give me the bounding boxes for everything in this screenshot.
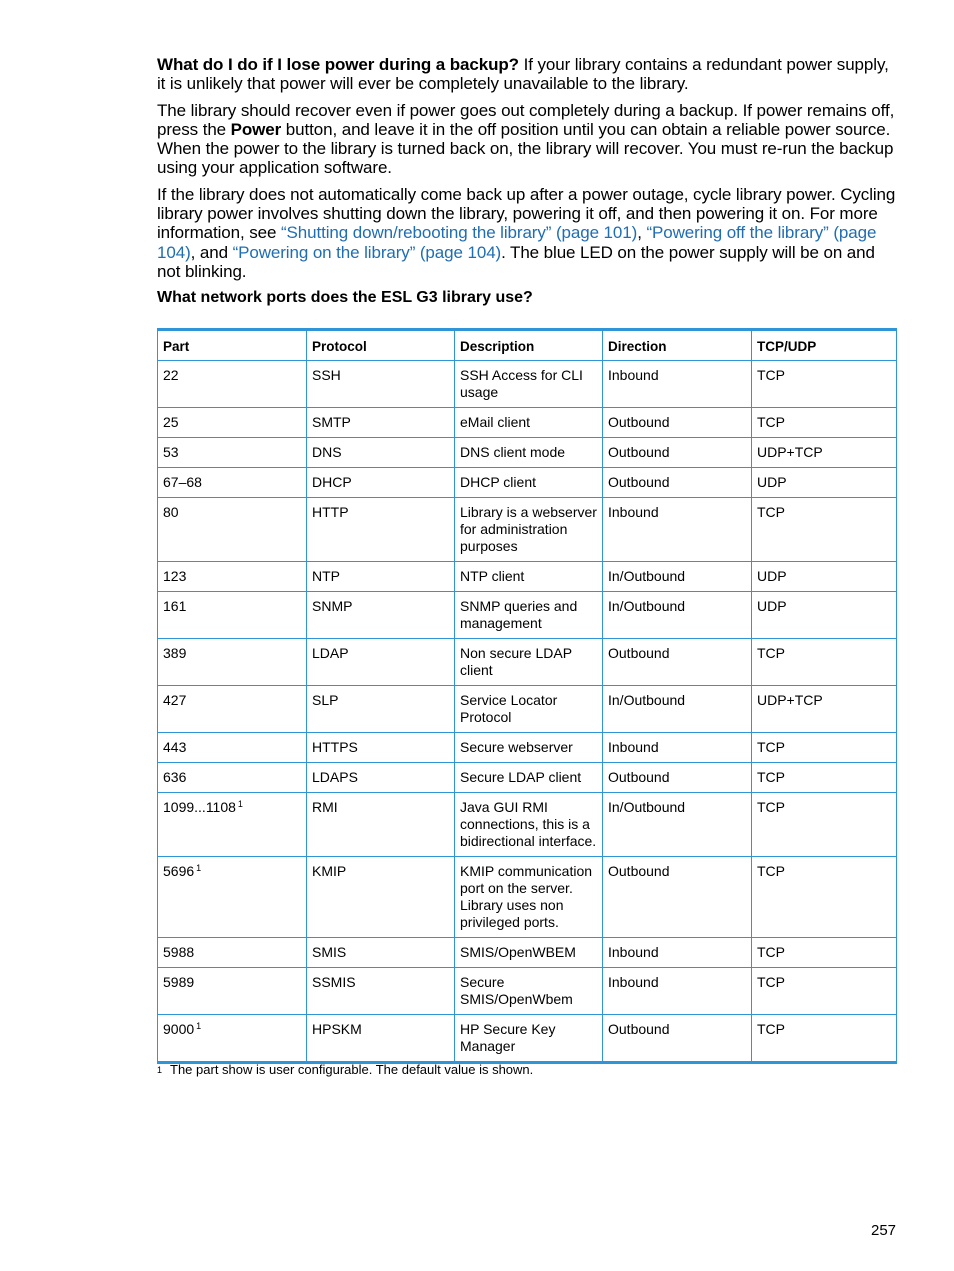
- table-row: [158, 793, 897, 857]
- link-shutting-down-rebooting[interactable]: “Shutting down/rebooting the library” (page 101): [280, 223, 638, 243]
- cell-part-text: 389: [163, 645, 187, 661]
- cell-direction: [603, 562, 752, 592]
- footnote-reference: 1: [196, 863, 202, 873]
- cell-protocol: [307, 408, 455, 438]
- link-powering-off[interactable]: “Powering off the library” (page 104): [157, 223, 877, 262]
- cell-tcp-udp-text: TCP: [757, 944, 785, 960]
- cell-protocol-text: SNMP: [312, 598, 353, 614]
- cell-direction-text: Outbound: [608, 414, 670, 430]
- cell-description-text: Secure LDAP client: [460, 769, 582, 785]
- cell-protocol: [307, 763, 455, 793]
- power-loss-answer: If your library contains a redundant power supply, it is unlikely that power will ever be completely unavailable to the library.: [157, 55, 889, 94]
- cell-direction-text: Outbound: [608, 863, 670, 879]
- cell-tcp-udp: [752, 938, 897, 968]
- cell-protocol: [307, 592, 455, 639]
- cell-tcp-udp-text: TCP: [757, 1021, 785, 1037]
- cell-part-text: 9000: [163, 1021, 195, 1037]
- cell-part-text: 22: [163, 367, 179, 383]
- cell-direction-text: In/Outbound: [608, 598, 686, 614]
- separator-2: , and: [190, 242, 233, 262]
- cell-part: [158, 562, 307, 592]
- cell-tcp-udp: [752, 639, 897, 686]
- cell-description: [455, 408, 603, 438]
- cell-direction: [603, 468, 752, 498]
- cell-tcp-udp-text: UDP: [757, 474, 787, 490]
- cell-direction-text: Outbound: [608, 1021, 670, 1037]
- cell-direction-text: Inbound: [608, 944, 659, 960]
- cell-description: [455, 857, 603, 938]
- header-tcp-udp: TCP/UDP: [752, 330, 897, 361]
- cell-part-text: 53: [163, 444, 179, 460]
- footnote-mark: 1: [157, 1065, 163, 1075]
- cell-description: [455, 686, 603, 733]
- cell-direction-text: In/Outbound: [608, 568, 686, 584]
- cell-protocol: [307, 857, 455, 938]
- power-recovery-paragraph: [157, 101, 897, 178]
- cell-part: [158, 468, 307, 498]
- cell-description: [455, 562, 603, 592]
- cell-direction: [603, 857, 752, 938]
- cell-description-text: SMIS/OpenWBEM: [460, 944, 576, 960]
- cell-tcp-udp: [752, 733, 897, 763]
- cell-tcp-udp-text: TCP: [757, 863, 785, 879]
- power-cycle-text-b: . The blue LED on the power supply will be on and not blinking.: [157, 242, 875, 281]
- table-footnote: [157, 1062, 533, 1078]
- cell-direction: [603, 592, 752, 639]
- cell-direction-text: Inbound: [608, 974, 659, 990]
- table-row: [158, 562, 897, 592]
- cell-description-text: Secure webserver: [460, 739, 573, 755]
- cell-part: [158, 793, 307, 857]
- cell-part-text: 67–68: [163, 474, 202, 490]
- cell-protocol-text: SMIS: [312, 944, 347, 960]
- cell-description: [455, 968, 603, 1015]
- cell-part-text: 443: [163, 739, 187, 755]
- cell-description-text: Service Locator Protocol: [460, 692, 558, 725]
- footnote-reference: 1: [237, 799, 243, 809]
- table-row: [158, 686, 897, 733]
- power-loss-paragraph: [157, 55, 897, 94]
- cell-tcp-udp: [752, 592, 897, 639]
- cell-part-text: 161: [163, 598, 187, 614]
- table-row: [158, 438, 897, 468]
- cell-direction: [603, 968, 752, 1015]
- cell-description: [455, 1015, 603, 1063]
- network-ports-table: [157, 328, 897, 1064]
- cell-direction: [603, 938, 752, 968]
- cell-direction-text: Outbound: [608, 645, 670, 661]
- cell-tcp-udp-text: TCP: [757, 974, 785, 990]
- cell-tcp-udp: [752, 438, 897, 468]
- cell-direction: [603, 1015, 752, 1063]
- cell-direction: [603, 498, 752, 562]
- table-row: [158, 498, 897, 562]
- footnote-text: The part show is user configurable. The default value is shown.: [170, 1062, 534, 1077]
- cell-direction-text: In/Outbound: [608, 692, 686, 708]
- cell-part-text: 123: [163, 568, 187, 584]
- cell-description-text: HP Secure Key Manager: [460, 1021, 556, 1054]
- cell-description-text: NTP client: [460, 568, 525, 584]
- cell-tcp-udp: [752, 498, 897, 562]
- table-row: [158, 733, 897, 763]
- page-number: 257: [871, 1222, 897, 1239]
- cell-part-text: 5696: [163, 863, 195, 879]
- cell-tcp-udp-text: UDP: [757, 598, 787, 614]
- power-cycle-paragraph: [157, 185, 897, 281]
- cell-tcp-udp-text: TCP: [757, 739, 785, 755]
- cell-part-text: 5989: [163, 974, 195, 990]
- cell-description-text: Java GUI RMI connections, this is a bidirectional interface.: [460, 799, 597, 849]
- network-ports-question: What network ports does the ESL G3 library use?: [157, 289, 533, 307]
- cell-tcp-udp: [752, 968, 897, 1015]
- cell-part: [158, 438, 307, 468]
- cell-direction: [603, 408, 752, 438]
- cell-part: [158, 361, 307, 408]
- cell-protocol: [307, 733, 455, 763]
- cell-part: [158, 1015, 307, 1063]
- cell-protocol: [307, 562, 455, 592]
- cell-tcp-udp: [752, 686, 897, 733]
- cell-direction-text: Inbound: [608, 504, 659, 520]
- header-part: Part: [158, 330, 307, 361]
- table-row: [158, 1015, 897, 1063]
- table-row: [158, 592, 897, 639]
- cell-protocol-text: DHCP: [312, 474, 352, 490]
- separator-1: ,: [637, 223, 647, 243]
- cell-description-text: KMIP communication port on the server. Library uses non privileged ports.: [460, 863, 593, 930]
- table-row: [158, 639, 897, 686]
- cell-part: [158, 592, 307, 639]
- cell-description: [455, 793, 603, 857]
- cell-description-text: eMail client: [460, 414, 531, 430]
- cell-tcp-udp-text: TCP: [757, 769, 785, 785]
- cell-description-text: SSH Access for CLI usage: [460, 367, 583, 400]
- cell-part-text: 427: [163, 692, 187, 708]
- table-body: [158, 361, 897, 1063]
- table-row: [158, 968, 897, 1015]
- cell-protocol-text: RMI: [312, 799, 338, 815]
- cell-description: [455, 733, 603, 763]
- cell-part: [158, 408, 307, 438]
- cell-part: [158, 857, 307, 938]
- power-button-label: Power: [230, 119, 282, 139]
- cell-protocol: [307, 686, 455, 733]
- cell-description: [455, 468, 603, 498]
- cell-direction-text: Outbound: [608, 474, 670, 490]
- cell-protocol-text: SSH: [312, 367, 341, 383]
- cell-protocol: [307, 361, 455, 408]
- cell-protocol-text: LDAPS: [312, 769, 358, 785]
- cell-protocol: [307, 938, 455, 968]
- cell-protocol-text: LDAP: [312, 645, 349, 661]
- table-row: [158, 857, 897, 938]
- cell-tcp-udp: [752, 562, 897, 592]
- cell-tcp-udp-text: UDP+TCP: [757, 444, 823, 460]
- link-powering-on[interactable]: “Powering on the library” (page 104): [232, 242, 502, 262]
- cell-part: [158, 498, 307, 562]
- cell-tcp-udp: [752, 408, 897, 438]
- cell-part-text: 25: [163, 414, 179, 430]
- cell-direction-text: Outbound: [608, 769, 670, 785]
- cell-direction: [603, 763, 752, 793]
- cell-description: [455, 592, 603, 639]
- main-content: [157, 55, 897, 308]
- cell-direction: [603, 686, 752, 733]
- header-protocol: Protocol: [307, 330, 455, 361]
- cell-part: [158, 733, 307, 763]
- cell-tcp-udp-text: TCP: [757, 414, 785, 430]
- cell-description: [455, 938, 603, 968]
- cell-part: [158, 763, 307, 793]
- cell-part: [158, 639, 307, 686]
- cell-protocol-text: HPSKM: [312, 1021, 362, 1037]
- cell-direction: [603, 361, 752, 408]
- cell-description-text: Secure SMIS/OpenWbem: [460, 974, 573, 1007]
- cell-protocol: [307, 468, 455, 498]
- power-cycle-text-a: If the library does not automatically come back up after a power outage, cycle library power. Cycling library power involves shutting down the library, powering it off, and then powering it on. For more information, see: [157, 184, 896, 243]
- cell-protocol-text: NTP: [312, 568, 340, 584]
- cell-description: [455, 498, 603, 562]
- cell-tcp-udp-text: TCP: [757, 799, 785, 815]
- cell-tcp-udp-text: TCP: [757, 645, 785, 661]
- cell-description: [455, 763, 603, 793]
- cell-part: [158, 938, 307, 968]
- cell-description-text: DHCP client: [460, 474, 536, 490]
- footnote-reference: 1: [196, 1021, 202, 1031]
- cell-description: [455, 438, 603, 468]
- cell-direction: [603, 793, 752, 857]
- cell-direction-text: In/Outbound: [608, 799, 686, 815]
- cell-protocol-text: DNS: [312, 444, 342, 460]
- power-recovery-text-b: button, and leave it in the off position until you can obtain a reliable power source. When the power to the library is turned back on, the library will recover. You must re-run the backup using your application software.: [157, 119, 894, 178]
- cell-protocol-text: SLP: [312, 692, 339, 708]
- cell-tcp-udp-text: TCP: [757, 367, 785, 383]
- cell-direction: [603, 733, 752, 763]
- table-row: [158, 763, 897, 793]
- cell-protocol: [307, 639, 455, 686]
- cell-protocol: [307, 438, 455, 468]
- cell-description-text: DNS client mode: [460, 444, 566, 460]
- cell-part: [158, 686, 307, 733]
- cell-tcp-udp: [752, 1015, 897, 1063]
- cell-protocol: [307, 968, 455, 1015]
- cell-direction-text: Inbound: [608, 367, 659, 383]
- cell-direction-text: Inbound: [608, 739, 659, 755]
- cell-tcp-udp-text: UDP: [757, 568, 787, 584]
- cell-protocol: [307, 498, 455, 562]
- cell-part-text: 636: [163, 769, 187, 785]
- cell-description: [455, 639, 603, 686]
- cell-tcp-udp-text: TCP: [757, 504, 785, 520]
- cell-protocol: [307, 793, 455, 857]
- cell-tcp-udp: [752, 361, 897, 408]
- cell-tcp-udp: [752, 763, 897, 793]
- power-recovery-text-a: The library should recover even if power goes out completely during a backup. If power remains off, press the: [157, 100, 895, 139]
- cell-protocol: [307, 1015, 455, 1063]
- cell-protocol-text: SSMIS: [312, 974, 356, 990]
- cell-description-text: Library is a webserver for administration purposes: [460, 504, 597, 554]
- cell-protocol-text: KMIP: [312, 863, 347, 879]
- cell-tcp-udp: [752, 857, 897, 938]
- cell-direction: [603, 438, 752, 468]
- cell-tcp-udp: [752, 468, 897, 498]
- cell-part-text: 5988: [163, 944, 195, 960]
- cell-direction: [603, 639, 752, 686]
- table-row: [158, 938, 897, 968]
- cell-protocol-text: HTTP: [312, 504, 349, 520]
- header-description: Description: [455, 330, 603, 361]
- header-direction: Direction: [603, 330, 752, 361]
- cell-protocol-text: HTTPS: [312, 739, 358, 755]
- table-row: [158, 361, 897, 408]
- cell-tcp-udp: [752, 793, 897, 857]
- cell-part: [158, 968, 307, 1015]
- cell-part-text: 80: [163, 504, 179, 520]
- cell-direction-text: Outbound: [608, 444, 670, 460]
- cell-tcp-udp-text: UDP+TCP: [757, 692, 823, 708]
- table-header-row: [158, 330, 897, 361]
- cell-description-text: Non secure LDAP client: [460, 645, 572, 678]
- cell-description: [455, 361, 603, 408]
- cell-protocol-text: SMTP: [312, 414, 351, 430]
- cell-description-text: SNMP queries and management: [460, 598, 578, 631]
- cell-part-text: 1099...1108: [163, 799, 236, 815]
- power-loss-question: What do I do if I lose power during a backup?: [157, 55, 519, 74]
- table-row: [158, 468, 897, 498]
- table-row: [158, 408, 897, 438]
